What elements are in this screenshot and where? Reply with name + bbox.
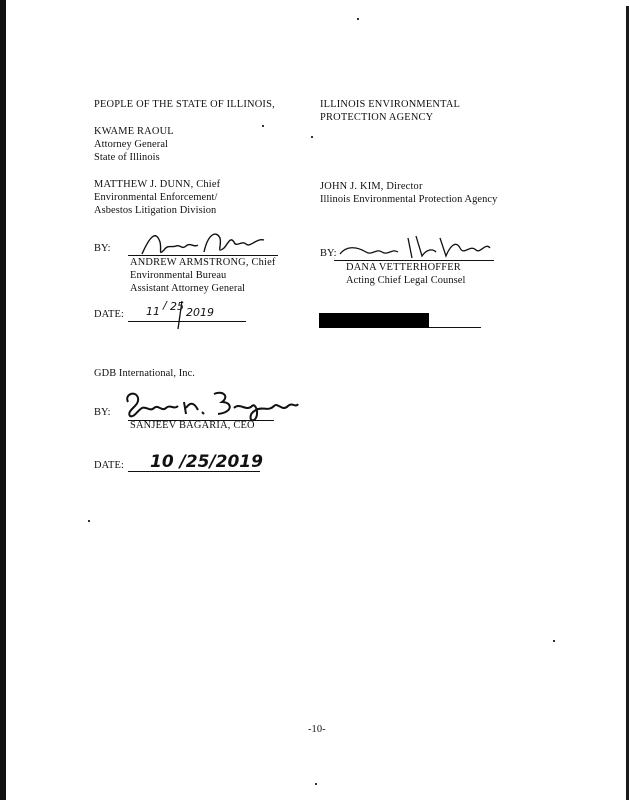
vetterhoffer-title: Acting Chief Legal Counsel xyxy=(346,275,466,286)
party-heading-iepa-line-2: PROTECTION AGENCY xyxy=(320,112,434,123)
bagaria-signature xyxy=(122,388,302,424)
by-label-vetterhoffer: BY: xyxy=(320,248,337,259)
scan-speck xyxy=(311,136,313,138)
chief-division-line-1: Environmental Enforcement/ xyxy=(94,192,218,203)
scan-speck xyxy=(357,18,359,20)
date-line-vetterhoffer xyxy=(429,327,481,328)
scan-edge-left xyxy=(0,0,6,800)
armstrong-name: ANDREW ARMSTRONG, Chief xyxy=(130,257,276,268)
date-line-armstrong xyxy=(128,321,246,322)
by-label-bagaria: BY: xyxy=(94,407,111,418)
date-label-armstrong: DATE: xyxy=(94,309,124,320)
director-name: JOHN J. KIM, Director xyxy=(320,181,423,192)
armstrong-title: Assistant Attorney General xyxy=(130,283,246,294)
party-heading-iepa-line-1: ILLINOIS ENVIRONMENTAL xyxy=(320,99,461,110)
scan-speck xyxy=(262,125,264,127)
signature-line-vetterhoffer xyxy=(334,260,494,261)
date-label-bagaria: DATE: xyxy=(94,460,124,471)
date-line-bagaria xyxy=(128,471,260,472)
date-slash-mark xyxy=(175,300,185,330)
chief-name: MATTHEW J. DUNN, Chief xyxy=(94,179,221,190)
party-heading-people: PEOPLE OF THE STATE OF ILLINOIS, xyxy=(94,99,275,110)
date-day-armstrong: 25 xyxy=(170,300,184,313)
director-agency: Illinois Environmental Protection Agency xyxy=(320,194,498,205)
respondent-company: GDB International, Inc. xyxy=(94,368,195,379)
date-separator: / xyxy=(163,299,167,312)
armstrong-bureau: Environmental Bureau xyxy=(130,270,227,281)
redaction-box xyxy=(319,313,429,328)
signature-line-armstrong xyxy=(128,255,278,256)
date-month-armstrong: 11 xyxy=(146,305,160,318)
vetterhoffer-name: DANA VETTERHOFFER xyxy=(346,262,461,273)
by-label-armstrong: BY: xyxy=(94,243,111,254)
attorney-general-name: KWAME RAOUL xyxy=(94,126,174,137)
bagaria-name: SANJEEV BAGARIA, CEO xyxy=(130,420,255,431)
date-year-armstrong: 2019 xyxy=(186,306,214,319)
page-number: -10- xyxy=(308,724,326,735)
scan-speck xyxy=(553,640,555,642)
scan-speck xyxy=(88,520,90,522)
attorney-general-state: State of Illinois xyxy=(94,152,160,163)
date-value-bagaria: 10 /25/2019 xyxy=(150,452,263,472)
scan-speck xyxy=(315,783,317,785)
chief-division-line-2: Asbestos Litigation Division xyxy=(94,205,217,216)
attorney-general-title: Attorney General xyxy=(94,139,169,150)
